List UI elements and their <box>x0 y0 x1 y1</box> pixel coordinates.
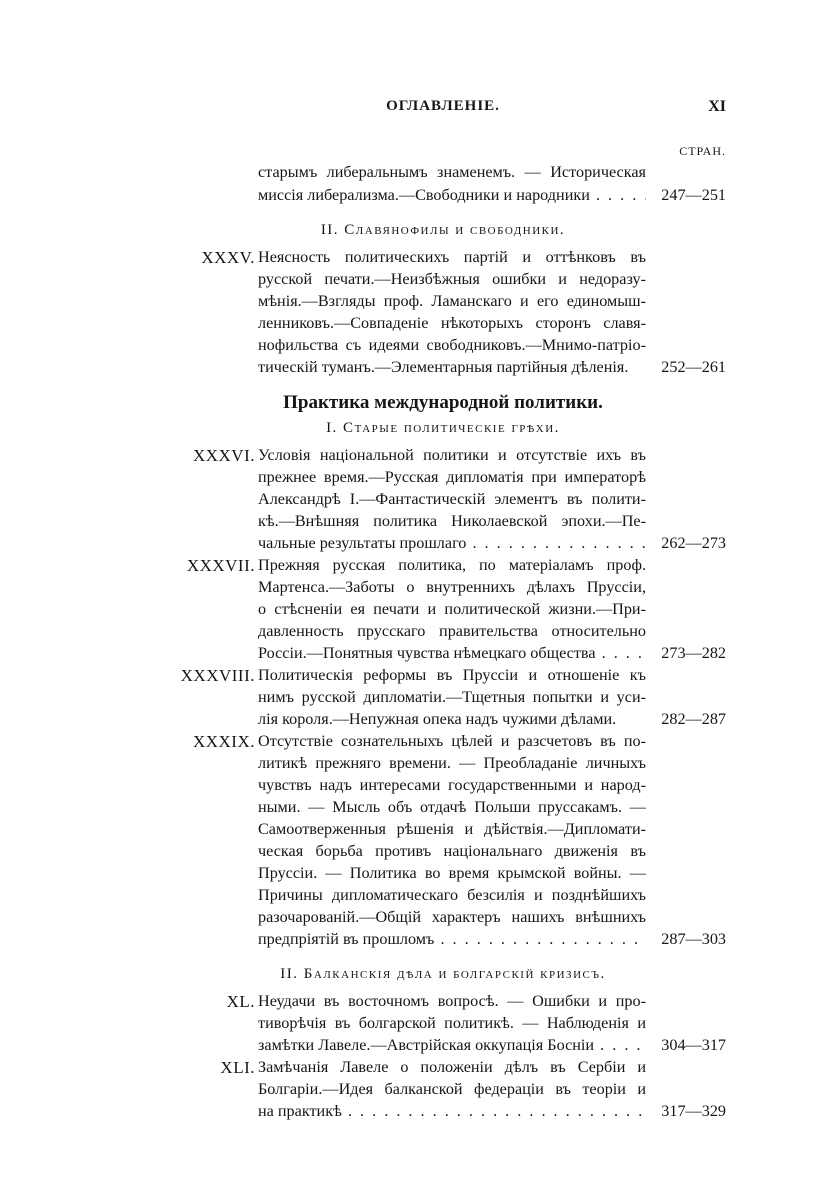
entry-line: старымъ либеральнымъ знаменемъ. — Историческая <box>258 163 646 181</box>
entry-line: чальные результаты прошлаго . . . <box>258 534 646 553</box>
entry-line: Прежняя русская политика, по матеріаламъ проф. <box>258 556 646 574</box>
entry-line: мѣнія.—Взгляды проф. Ламанскаго и его единомыш- <box>258 292 646 310</box>
part-heading: Практика международной политики. <box>283 392 603 413</box>
entry-line: на практикѣ . . . <box>258 1102 646 1121</box>
entry-line: тическій туманъ.—Элементарныя партійныя дѣленія. <box>258 358 629 376</box>
pages-column-label: СТРАН. <box>679 144 726 158</box>
entry-line: Политическія реформы въ Пруссіи и отношеніе къ <box>258 666 646 684</box>
entry-line: Неясность политическихъ партій и оттѣнковъ въ <box>258 248 646 266</box>
chapter-number: XXXV. <box>201 248 255 267</box>
entry-line: чувствъ надъ интересами государственными и народ- <box>258 776 646 794</box>
entry-line: Пруссіи. — Политика во время крымской войны. — <box>258 864 646 882</box>
section-heading-old-sins: I. Старые политическіе грѣхи. <box>326 420 560 436</box>
entry-line: ческая борьба противъ національнаго движенія въ <box>258 842 646 860</box>
entry-line: русской печати.—Неизбѣжныя ошибки и недоразу- <box>258 270 646 288</box>
entry-line: Мартенса.—Заботы о внутреннихъ дѣлахъ Пруссіи, <box>258 578 646 596</box>
entry-line: нофильства съ идеями свободниковъ.—Мнимо-патріо- <box>258 336 646 354</box>
entry-line: предпріятій въ прошломъ . . . <box>258 930 646 949</box>
entry-line: Замѣчанія Лавеле о положеніи дѣлъ въ Сербіи и <box>258 1058 646 1076</box>
entry-line: ными. — Мысль объ отдачѣ Польши пруссакамъ. — <box>258 798 646 816</box>
entry-pages: 287—303 <box>661 930 726 948</box>
entry-line: Александрѣ I.—Фантастическій элементъ въ полити- <box>258 490 646 508</box>
entry-pages: 247—251 <box>661 186 726 204</box>
entry-pages: 317—329 <box>661 1102 726 1120</box>
entry-pages: 252—261 <box>661 358 726 376</box>
page-title: ОГЛАВЛЕНІЕ. <box>386 98 500 114</box>
entry-pages: 282—287 <box>661 710 726 728</box>
section-heading-balkans: II. Балканскія дѣла и болгарскій кризисъ. <box>280 966 606 982</box>
entry-line: разочарованій.—Общій характеръ нашихъ внѣшнихъ <box>258 908 646 926</box>
entry-line: кѣ.—Внѣшняя политика Николаевской эпохи.—Пе- <box>258 512 646 530</box>
chapter-number: XXXVII. <box>186 556 255 575</box>
chapter-number: XL. <box>226 992 255 1011</box>
entry-line: прежнее время.—Русская дипломатія при императорѣ <box>258 468 646 486</box>
entry-line: Отсутствіе сознательныхъ цѣлей и разсчетовъ въ по- <box>258 732 646 750</box>
section-heading-slavophiles: II. Славянофилы и свободники. <box>320 222 566 238</box>
running-head <box>160 98 726 122</box>
chapter-number: XXXVIII. <box>180 666 255 685</box>
entry-line: ленниковъ.—Совпаденіе нѣкоторыхъ сторонъ славя- <box>258 314 646 332</box>
entry-pages: 304—317 <box>661 1036 726 1054</box>
entry-line: давленность прусскаго правительства относительно <box>258 622 646 640</box>
chapter-number: XXXIX. <box>192 732 255 751</box>
entry-line: замѣтки Лавеле.—Австрійская оккупація Босніи . . . <box>258 1036 646 1055</box>
entry-line: Неудачи въ восточномъ вопросѣ. — Ошибки и про- <box>258 992 646 1010</box>
entry-line: миссія либерализма.—Свободники и народники . . . <box>258 186 646 205</box>
chapter-number: XLI. <box>220 1058 255 1077</box>
entry-line: Самоотверженныя рѣшенія и дѣйствія.—Дипломати- <box>258 820 646 838</box>
entry-pages: 273—282 <box>661 644 726 662</box>
entry-pages: 262—273 <box>661 534 726 552</box>
entry-line: тиворѣчія въ болгарской политикѣ. — Наблюденія и <box>258 1014 646 1032</box>
page-number: XI <box>708 98 726 115</box>
entry-line: Причины дипломатическаго безсилія и позднѣйшихъ <box>258 886 646 904</box>
entry-line: о стѣсненіи ея печати и политической жизни.—При- <box>258 600 646 618</box>
entry-line: нимъ русской дипломатіи.—Тщетныя попытки и уси- <box>258 688 646 706</box>
entry-line: Условія національной политики и отсутствіе ихъ въ <box>258 446 646 464</box>
chapter-number: XXXVI. <box>192 446 255 465</box>
entry-line: Болгаріи.—Идея балканской федераціи въ теоріи и <box>258 1080 646 1098</box>
entry-line: Россіи.—Понятныя чувства нѣмецкаго общества . . . <box>258 644 646 663</box>
entry-line: литикѣ прежняго времени. — Преобладаніе личныхъ <box>258 754 646 772</box>
entry-line: лія короля.—Непужная опека надъ чужими дѣлами. <box>258 710 617 728</box>
